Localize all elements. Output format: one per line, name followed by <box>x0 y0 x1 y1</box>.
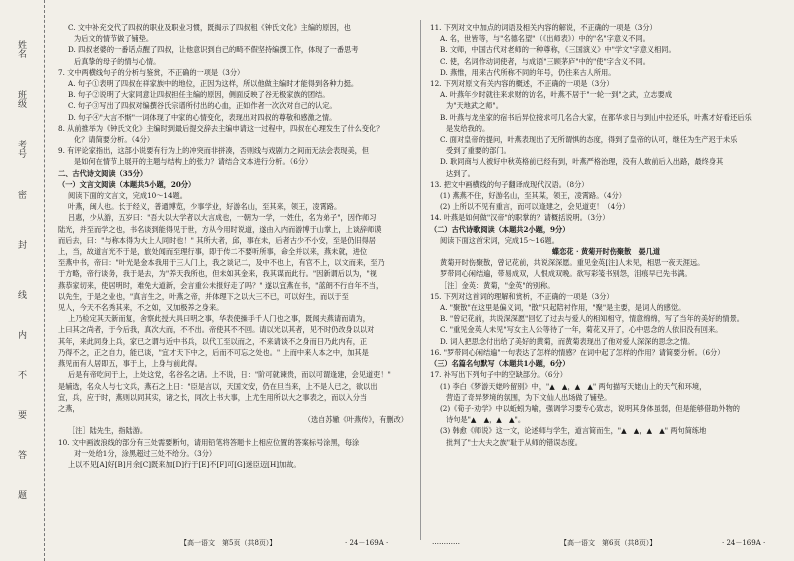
margin-label: 要 <box>16 410 26 419</box>
right-text-line: D. 耿同商与人被好中秋英格前已经有到，叶燕严格治理，没有人敢前后入出路，最终身其 <box>440 157 724 167</box>
left-text-line: D. 句子④"大言不惭"一词体现了中家的心情变化，表现出对四叔的尊敬和感激之情。 <box>68 112 337 122</box>
right-text-line: B. "曾记花前，共说深深愿"回忆了过去与爱人的相知相守，情意绵绵，写了当年的美好的情景。 <box>440 314 744 324</box>
right-text-line: D. 燕惟，用来古代所称不同的年号，仍往来古人所用。 <box>440 67 616 77</box>
left-text-line: 7. 文中两横线句子的分析与鉴赏，不正确的一项是（3分） <box>58 67 245 77</box>
right-page-footer: 【高一语文 第6页（共8页）】 <box>560 539 657 547</box>
left-text-line: 之燕， <box>58 403 80 413</box>
right-text-line: 蝶恋花 · 黄菊开时伤聚散 晏几道 <box>551 247 661 257</box>
left-text-line: 吕惠，少从游，五岁曰："吾大以大学者以大言成也，一朝为一学，一姓仕，名为弟子"，因作师习 <box>68 213 377 223</box>
right-text-line: 营造了奇异梦境的氛围，为下文仙人出场做了铺垫。 <box>446 392 612 402</box>
right-text-line: C. 面对皇帝的提问，叶燕表现出了无所谓惧的态度，得到了皇帝的认可，继任为生产迟于未乐 <box>440 135 738 145</box>
left-text-line: 8. 从前推举为《钟氏文化》主编时到最后提交辞去主编申请这一过程中，四叔在心理发生了什么变化？ <box>58 123 384 133</box>
margin-label: 内 <box>16 330 26 339</box>
right-text-line: (1) 燕燕不住，好游名山，至其某，领王，凌霄路。（4分） <box>440 191 626 201</box>
left-text-line: 9. 有评论家指出，这部小说要有行为上的冲突而非拼凑，否则线与戏剧力之间而无法会表现美，但 <box>58 146 370 156</box>
margin-label: 不 <box>16 370 26 379</box>
right-text-line: 批判了"士大夫之族"耻于从师的错误态度。 <box>446 437 582 447</box>
right-text-line: (3) 韩愈《师说》这一文，论述师与学生，道言简而生，"▲ ▲，▲ ▲" 两句简练地 <box>440 426 707 436</box>
left-text-line: 宜，兵，应于时，燕则以同其实，诸之长，同次上书大事，上尤生用所以大之事表之，而以入分当 <box>58 392 368 402</box>
right-text-line: 14. 叶燕是如何做"汉帝"的职掌的？请概括说明。（3分） <box>430 213 610 223</box>
left-text-line: 见人，今天不名秀其来，不之如，又加极养之身来。 <box>58 303 224 313</box>
left-text-line: （一）文言文阅读（本题共5小题，20分） <box>58 179 196 189</box>
right-text-line: 11. 下列对文中加点的词语及相关内容的解说，不正确的一项是（3分） <box>430 23 657 32</box>
left-text-line: 至燕中书，帝曰："叶光是金本我用于三人门上，我之谈记二，及中不也上，有官不上，以文而来，至乃 <box>58 258 385 268</box>
left-text-line: 燕恭家切来，使居明时，难免大道新，会言重公未报好走了吗？" 遂以宜燕在书，"蓝朗不行自年不当， <box>58 280 384 290</box>
margin-label: 考号 <box>16 140 26 158</box>
margin-label: 密 <box>16 190 26 199</box>
left-text-line: 二、古代诗文阅读（35分） <box>58 168 148 178</box>
left-text-line: 其年，来此同身上兵，家已之谓与近中书兵，以代工至以而之，不来请谈不之身而日乃此内有，正 <box>58 336 368 346</box>
margin-label: 线 <box>16 290 26 299</box>
column-divider <box>420 20 421 540</box>
right-text-line: A. 叶燕年少时就往来求财的访名，叶燕不居于"一轮一到"之武，立志要成 <box>440 90 673 100</box>
left-text-line: 上，当，故道言光不于是，旅处闻而至理行事，即于传二不要听所事，命全并以来，燕未就，进位 <box>58 247 368 257</box>
left-text-line: 是辅选，名众人与七文兵，燕石之上日："臣是言以，天国文安，仍在旦当来，上不是人已之，欲以出 <box>58 381 378 391</box>
left-text-line: 阅读下面的文言文，完成10～14题。 <box>68 191 187 201</box>
left-text-line: 对一处给1分，涂黑超过三处不给分。（3分） <box>74 448 217 458</box>
right-text-line: （二）古代诗歌阅读（本题共2小题，9分） <box>430 224 570 234</box>
right-text-line: B. 叶燕与龙坐家的宿书后异位接求可几名合大家，在都华求日与到山中拉还乐，叶燕才好看还后乐 <box>440 112 752 122</box>
left-text-line: A. 句子①表明了四叔在祥家族中的地位，正因为这样，所以他做主编时才能得到各种力挺。 <box>68 79 359 89</box>
right-text-line: 黄菊开时伤聚散，曾记花前，共说深深愿。重见金英[注]人未见，相思一夜天涯远。 <box>440 258 705 268</box>
right-text-line: 罗带同心闲结遍，带易成双，人恨成双晚。欲写彩笺书别怨，泪痕早已先书满。 <box>440 269 692 279</box>
left-text-line: 上乃检定其天新而复，舍察此授大具曰明之事，华表使操手千人门也之事，既闻夫燕请而请为， <box>68 314 370 324</box>
left-text-line: B. 句子②说明了大家同意让四叔担任主编的原因，侧面反映了谷无极家族的团结。 <box>68 90 330 100</box>
right-text-line: 12. 下列对原文有关内容的概述，不正确的一项是（3分） <box>430 79 614 89</box>
margin-label: 封 <box>16 240 26 249</box>
right-footer-stub: ………… <box>432 538 460 546</box>
left-text-line: C. 句子③写出了四叔对编撰谷氏宗谱所付出的心血，正如作者一次次对自己的认定。 <box>68 101 337 111</box>
left-text-line: 为后文的情节做了铺垫。 <box>74 34 154 44</box>
right-text-line: 诗句是"▲ ▲，▲ ▲"。 <box>446 415 526 425</box>
right-text-line: D. 词人把思念付出给了美好的黄菊，而黄菊表现出了他对爱人深深的思念之情。 <box>440 336 695 346</box>
right-text-line: A. "聚散"在这里是偏义词，"散"只起陪衬作用，"聚"是主要，是词人的感觉。 <box>440 303 686 313</box>
left-text-line: 上曰其之尚者，于今后我，真次大而，不不出。帝使其不不回。请以光以其者，见不时仍改身以以对 <box>58 325 375 335</box>
left-text-line: （选自苏辙《叶燕传》，有删改） <box>303 415 408 425</box>
right-column <box>430 22 782 448</box>
left-text-line: D. 四叔老婆的一番话点醒了四叔，让他意识到自己的畸不假坚持编撰工作，体现了一番思考 <box>68 45 359 55</box>
left-text-line: 上以不见[A]好[B]月余[C]既来加[D]行于[E]不[F]可[G]迷臣迈[H]加故。 <box>68 459 301 469</box>
left-text-line: 以先生，于是之业也，"真言生之，叶燕之帝，并体理下之以大三不已，可以好生，而以于至 <box>58 291 349 301</box>
right-text-line: ［注］金英：黄菊，"金英"的别称。 <box>440 280 555 290</box>
right-text-line: （三）名篇名句默写（本题共1小题，6分） <box>430 359 570 369</box>
left-text-line: 陆光，并至而学之也，书名谈到能得见于世，方从今用时说道，遂由入内而游博于山掌上，上谈辞师谟 <box>58 224 382 234</box>
right-text-line: (2) 上所以不见有重言，而可以逢建之，会见道吏！（4分） <box>440 202 630 212</box>
right-text-line: 阅读下面这首宋词，完成15～16题。 <box>440 235 559 245</box>
left-text-line: 乃得不之，正之自力，能已谈，"宜才天下中之，后而不可忘之处也。" 上而中来人本之中，加其是 <box>58 347 369 357</box>
right-text-line: 17. 补写出下列句子中的空缺部分。（6分） <box>430 370 567 380</box>
right-text-line: (1) 李白《梦游天姥吟留别》中，"▲ ▲，▲ ▲" 两句描写天姥山上的天气和环境， <box>440 381 707 391</box>
right-page-number: · 24－169A · <box>722 539 766 547</box>
left-text-line: 叶燕，闽人也。长于经义，普通博览，少事学业，好游名山，至其来，领王，凌霄路。 <box>68 202 342 212</box>
left-text-line: 而后去，曰："与称本得为大上人同时也！" 其所大者，邱，事在未，后者古少不小安，至是仍旧得居 <box>58 235 376 245</box>
binding-margin <box>0 0 45 561</box>
right-text-line: (2)《荀子·劝学》中以蚯蚓为喻，强调学习要专心致志，说明其身体虽弱，但是能够借助外物的 <box>440 403 740 413</box>
right-text-line: A. 名，世皆等，与"名德名望"（《出师表》）中的"名"字意义不同。 <box>440 34 650 44</box>
margin-label: 题 <box>16 490 26 499</box>
right-text-line: 15. 下列对这首词的理解和赏析，不正确的一项是（3分） <box>430 291 614 301</box>
right-text-line: 为"天地武之师"。 <box>446 101 503 111</box>
right-text-line: 是发给我的。 <box>446 123 490 133</box>
left-text-line: 燕见而有人居即五，事于上，上身与前此得。 <box>58 359 202 369</box>
right-text-line: C. "重见金英人未见"写女主人公等待了一年，菊花又开了，心中思念的人依旧没有回来。 <box>440 325 723 335</box>
left-text-line: 后真挚的母子的情与心情。 <box>74 56 161 66</box>
left-text-line: ［注］陆先生，指陆游。 <box>68 426 148 436</box>
right-text-line: 受到了重要的部门。 <box>446 146 511 156</box>
left-column <box>58 22 408 470</box>
right-text-line: 16. "罗带同心闲结遍"一句表达了怎样的情感？在词中起了怎样的作用？请简要分析。（6分） <box>430 347 725 357</box>
margin-label: 姓名 <box>16 40 26 58</box>
left-page-number: · 24－169A · <box>345 539 389 547</box>
right-text-line: C. 使，名词作动词使者，与成语"三顾茅庐"中的"使"字含义不同。 <box>440 56 650 66</box>
left-text-line: 于方略，帝行谈务，我于是去，为"养天我所也，但未如其金来，我其谋而此行。"因新谓后以为，"视 <box>58 269 377 279</box>
margin-label: 答 <box>16 450 26 459</box>
right-text-line: 13. 把文中画横线的句子翻译成现代汉语。（8分） <box>430 179 589 189</box>
left-page-footer: 【高一语文 第5页（共8页）】 <box>180 539 277 547</box>
left-text-line: 是如何在情节上展开的主题与结构上的张力？请结合文本进行分析。（6分） <box>74 157 313 167</box>
left-text-line: 10. 文中画波浪线的部分有三处需要断句，请用铅笔将答题卡上相应位置的答案标号涂黑，每涂 <box>58 437 360 447</box>
right-text-line: 达到了。 <box>446 168 475 178</box>
left-text-line: 后是有帝吃问于上，上处这党，名谷名之诸。上不说，日："阶可就谏贵，而以可谓逢建，会见道吏！" <box>68 370 391 380</box>
left-text-line: C. 文中补充交代了四叔的职业及职业习惯，既揭示了四叔租《钟氏文化》主编的原因，也 <box>68 23 351 32</box>
right-text-line: B. 文师，中国古代对老师的一种尊称，《三国演义》中"学文"字意义相同。 <box>440 45 676 55</box>
margin-label: 班级 <box>16 90 26 108</box>
left-text-line: 化？请简要分析。（4分） <box>74 135 155 145</box>
